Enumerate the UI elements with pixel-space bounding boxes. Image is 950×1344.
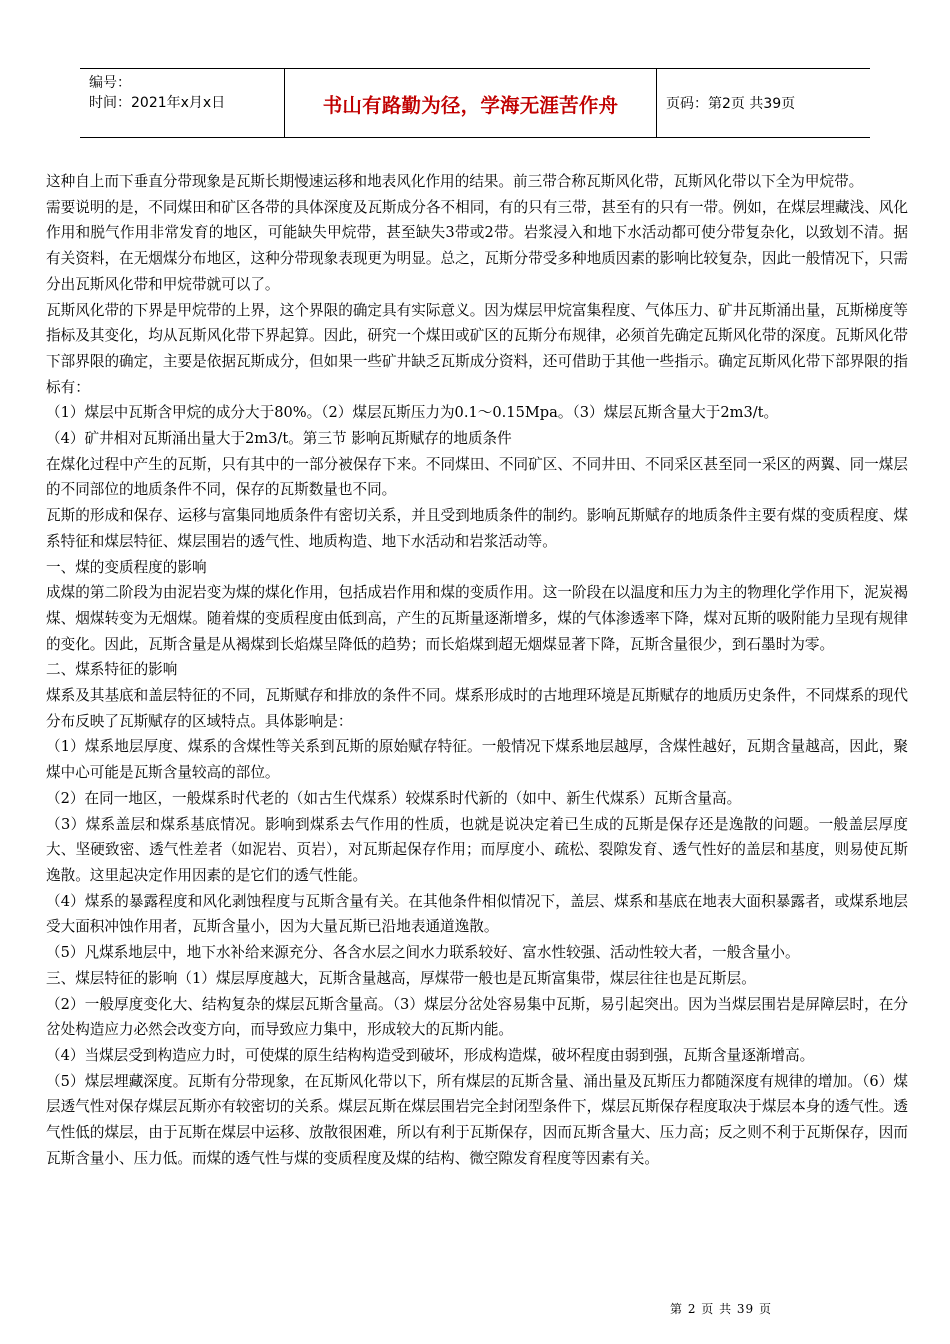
paragraph: （2）在同一地区，一般煤系时代老的（如古生代煤系）较煤系时代新的（如中、新生代煤系）瓦斯含量高。 [46,789,742,807]
paragraph: 需要说明的是，不同煤田和矿区各带的具体深度及瓦斯成分各不相同，有的只有三带，甚至有的只有一带。例如，在煤层埋藏浅、风化作用和脱气作用非常发育的地区，可能缺失甲烷带，甚至缺失3带或2带。岩浆浸入和地下水活动都可使分带复杂化，以致划不清。据有关资料，在无烟煤分布地区，这种分带现象表现更为明显。总之，瓦斯分带受多种地质因素的影响比较复杂，因此一般情况下，只需分出瓦斯风化带和甲烷带就可以了。 [46,198,908,293]
paragraph: （4）煤系的暴露程度和风化剥蚀程度与瓦斯含量有关。在其他条件相似情况下，盖层、煤系和基底在地表大面积暴露者，或煤系地层受大面积冲蚀作用者，瓦斯含量小，因为大量瓦斯已沿地表通道逸散。 [46,892,908,936]
document-code-label: 编号： [89,75,131,91]
paragraph: 成煤的第二阶段为由泥岩变为煤的煤化作用，包括成岩作用和煤的变质作用。这一阶段在以温度和压力为主的物理化学作用下，泥炭褐煤、烟煤转变为无烟煤。随着煤的变质程度由低到高，产生的瓦斯量逐渐增多，煤的气体渗透率下降，煤对瓦斯的吸附能力呈现有规律的变化。因此，瓦斯含量是从褐煤到长焰煤呈降低的趋势；而长焰煤到超无烟煤显著下降，瓦斯含量很少，到石墨时为零。 [46,584,908,653]
paragraph: 煤系及其基底和盖层特征的不同，瓦斯赋存和排放的条件不同。煤系形成时的古地理环境是瓦斯赋存的地质历史条件，不同煤系的现代分布反映了瓦斯赋存的区域特点。具体影响是： [46,687,908,730]
page-header [80,68,870,138]
paragraph: 瓦斯的形成和保存、运移与富集同地质条件有密切关系，并且受到地质条件的制约。影响瓦斯赋存的地质条件主要有煤的变质程度、煤系特征和煤层特征、煤层围岩的透气性、地质构造、地下水活动和岩浆活动等。 [46,507,908,550]
paragraph: （5）煤层埋藏深度。瓦斯有分带现象，在瓦斯风化带以下，所有煤层的瓦斯含量、涌出量及瓦斯压力都随深度有规律的增加。（6）煤层透气性对保存煤层瓦斯亦有较密切的关系。煤层瓦斯在煤层围岩完全封闭型条件下，煤层瓦斯保存程度取决于煤层本身的透气性。透气性低的煤层，由于瓦斯在煤层中运移、放散很困难，所以有利于瓦斯保存，因而瓦斯含量大、压力高；反之则不利于瓦斯保存，因而瓦斯含量小、压力低。而煤的透气性与煤的变质程度及煤的结构、微空隙发育程度等因素有关。 [46,1072,908,1167]
paragraph: （5）凡煤系地层中，地下水补给来源充分、各含水层之间水力联系较好、富水性较强、活动性较大者，一般含量小。 [46,944,800,962]
header-motto: 书山有路勤为径，学海无涯苦作舟 [285,69,657,137]
paragraph: （2）一般厚度变化大、结构复杂的煤层瓦斯含量高。（3）煤层分岔处容易集中瓦斯，易引起突出。因为当煤层围岩是屏障层时，在分岔处构造应力必然会改变方向，而导致应力集中，形成较大的瓦斯内能。 [46,995,908,1039]
paragraph: （3）煤系盖层和煤系基底情况。影响到煤系去气作用的性质，也就是说决定着已生成的瓦斯是保存还是逸散的问题。一般盖层厚度大、坚硬致密、透气性差者（如泥岩、页岩），对瓦斯起保存作用；而厚度小、疏松、裂隙发育、透气性好的盖层和基度，则易使瓦斯逸散。这里起决定作用因素的是它们的透气性能。 [46,815,908,884]
paragraph: 这种自上而下垂直分带现象是瓦斯长期慢速运移和地表风化作用的结果。前三带合称瓦斯风化带，瓦斯风化带以下全为甲烷带。 [46,173,864,190]
paragraph: （1）煤系地层厚度、煤系的含煤性等关系到瓦斯的原始赋存特征。一般情况下煤系地层越厚，含煤性越好，瓦期含量越高，因此，聚煤中心可能是瓦斯含量较高的部位。 [46,738,908,782]
paragraph: （1）煤层中瓦斯含甲烷的成分大于80%。（2）煤层瓦斯压力为0.1～0.15Mpa。（3）煤层瓦斯含量大于2m3/t。 [46,404,779,422]
section-heading: 一、煤的变质程度的影响 [46,558,207,576]
page-footer: 第 2 页 共 39 页 [670,1302,772,1316]
document-body [46,169,908,1171]
paragraph: 三、煤层特征的影响（1）煤层厚度越大，瓦斯含量越高，厚煤带一般也是瓦斯富集带，煤层往往也是瓦斯层。 [46,969,756,987]
header-page-info: 页码：第2页 共39页 [666,96,796,112]
section-heading: 二、煤系特征的影响 [46,661,178,679]
document-date: 时间：2021年x月x日 [89,95,226,111]
paragraph: 瓦斯风化带的下界是甲烷带的上界，这个界限的确定具有实际意义。因为煤层甲烷富集程度、气体压力、矿井瓦斯涌出量，瓦斯梯度等指标及其变化，均从瓦斯风化带下界起算。因此，研究一个煤田或矿区的瓦斯分布规律，必须首先确定瓦斯风化带的深度。瓦斯风化带下部界限的确定，主要是依据瓦斯成分，但如果一些矿井缺乏瓦斯成分资料，还可借助于其他一些指示。确定瓦斯风化带下部界限的指标有： [46,301,908,396]
header-meta [80,69,285,137]
paragraph: （4）矿井相对瓦斯涌出量大于2m3/t。第三节 影响瓦斯赋存的地质条件 [46,430,512,448]
paragraph: 在煤化过程中产生的瓦斯，只有其中的一部分被保存下来。不同煤田、不同矿区、不同井田、不同采区甚至同一采区的两翼、同一煤层的不同部位的地质条件不同，保存的瓦斯数量也不同。 [46,455,908,499]
paragraph: （4）当煤层受到构造应力时，可使煤的原生结构构造受到破坏，形成构造煤，破坏程度由弱到强，瓦斯含量逐渐增高。 [46,1046,815,1064]
